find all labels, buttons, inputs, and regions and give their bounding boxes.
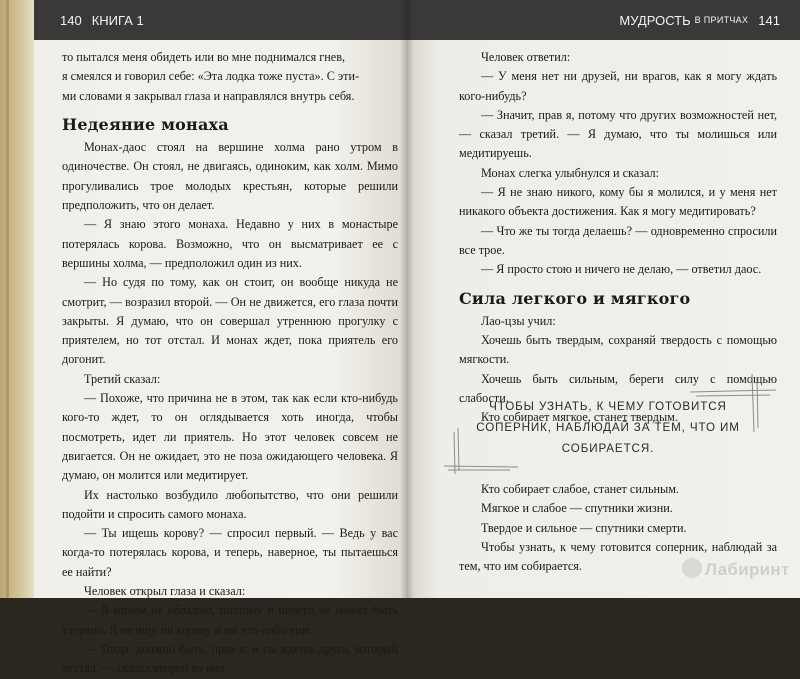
left-page-number: 140 <box>60 12 82 28</box>
paragraph: Кто собирает слабое, станет сильным. <box>481 482 679 496</box>
paragraph: Чтобы узнать, к чему готовится соперник, наблюдай за тем, что им собирается. <box>459 539 777 574</box>
paragraph: — Значит, прав я, потому что других возможностей нет, — сказал третий. — Я думаю, что ты молишься или медитируешь. <box>459 107 777 161</box>
paragraph: — Но судя по тому, как он стоит, он вообще никуда не смотрит, — возразил второй. — Он не движется, его глаза почти закрыты. Я думаю, что он совершал утреннюю прогулку с приятелем, но тот отстал. И монах ждет, пока приятель его догонит. <box>62 275 398 367</box>
right-page <box>407 0 800 598</box>
book-label: КНИГА 1 <box>91 12 144 28</box>
paragraph: Твердое и сильное — спутники смерти. <box>481 520 687 535</box>
right-running-header <box>407 0 800 40</box>
left-running-header <box>34 0 407 40</box>
paragraph: — Я ничем не обладаю, поэтому и ничего не может быть утеряно. Я не ищу ни корову и ни что-либо еще. <box>62 603 398 637</box>
paragraph: — Ты ищешь корову? — спросил первый. — Ведь у вас когда-то потерялась корова, и теперь, наверное, ты пытаешься ее найти? <box>62 526 398 579</box>
paragraph: Лао-цзы учил: <box>481 313 556 328</box>
callout-text: ЧТОБЫ УЗНАТЬ, К ЧЕМУ ГОТОВИТСЯ СОПЕРНИК, НАБЛЮДАЙ ЗА ТЕМ, ЧТО ИМ СОБИРАЕТСЯ. <box>476 400 740 455</box>
paragraph: Кто собирает мягкое, станет твердым. <box>481 410 678 425</box>
paragraph: Монах-даос стоял на вершине холма рано утром в одиночестве. Он стоял, не двигаясь, одиноким, как холм. Мимо прогуливались трое молодых крестьян, которые решили предположить, что он делает. <box>62 140 398 213</box>
paragraph: — Я знаю этого монаха. Недавно у них в монастыре потерялась корова. Возможно, что он высматривает ее с вершины холма, — предположил один из них. <box>62 217 398 270</box>
paragraph: — Похоже, что причина не в этом, так как если кто-нибудь кого-то ждет, то он оглядывается хоть иногда, чтобы посмотреть, идет ли приятель. Но этот человек совсем не двигается. Он не ожидает, это не поза ожидающего человека. Я думаю, он молится или медитирует. <box>62 391 398 483</box>
paragraph: Монах слегка улыбнулся и сказал: <box>481 165 659 180</box>
paragraph: — У меня нет ни друзей, ни врагов, как я могу ждать кого-нибудь? <box>459 69 777 103</box>
paragraph: Их настолько возбудило любопытство, что они решили подойти и спросить самого монаха. <box>62 487 398 521</box>
intro-line: ми словами я закрывал глаза и направлялся внутрь себя. <box>62 88 355 103</box>
paragraph: — Тогда, должно быть, прав я, и ты ждешь друга, который отстал, — сказал второй из них. <box>62 641 398 676</box>
section-heading-soft: Сила легкого и мягкого <box>459 288 691 308</box>
paragraph: Хочешь быть сильным, береги силу с помощью слабости. <box>459 371 777 406</box>
book-title: МУДРОСТЬ <box>619 12 691 28</box>
watermark-text: Лабиринт <box>705 560 790 579</box>
book-subtitle: В ПРИТЧАХ <box>694 15 749 25</box>
watermark-logo <box>682 558 790 580</box>
paragraph: — Что же ты тогда делаешь? — одновременно спросили все трое. <box>459 223 777 257</box>
paragraph: — Я не знаю никого, кому бы я молился, и у меня нет никакого объекта достижения. Как я могу медитировать? <box>459 185 777 219</box>
callout-quote <box>458 392 758 472</box>
paragraph: Хочешь быть твердым, сохраняй твердость с помощью мягкости. <box>459 333 777 367</box>
watermark-icon <box>682 558 702 578</box>
spine-shadow <box>400 0 414 598</box>
paragraph: Человек открыл глаза и сказал: <box>84 584 246 599</box>
intro-line: я смеялся и говорил себе: «Эта лодка тоже пуста». С эти- <box>62 69 360 84</box>
right-page-number: 141 <box>758 12 780 28</box>
paragraph: Третий сказал: <box>84 371 161 386</box>
page-edges <box>0 0 34 598</box>
paragraph: — Я просто стою и ничего не делаю, — ответил даос. <box>481 262 762 277</box>
left-page <box>34 0 407 676</box>
paragraph: Мягкое и слабое — спутники жизни. <box>481 501 673 516</box>
section-heading-monk: Недеяние монаха <box>62 114 229 134</box>
paragraph: Человек ответил: <box>481 50 571 64</box>
left-text-block <box>62 48 398 679</box>
intro-line: то пытался меня обидеть или во мне поднимался гнев, <box>62 50 346 64</box>
